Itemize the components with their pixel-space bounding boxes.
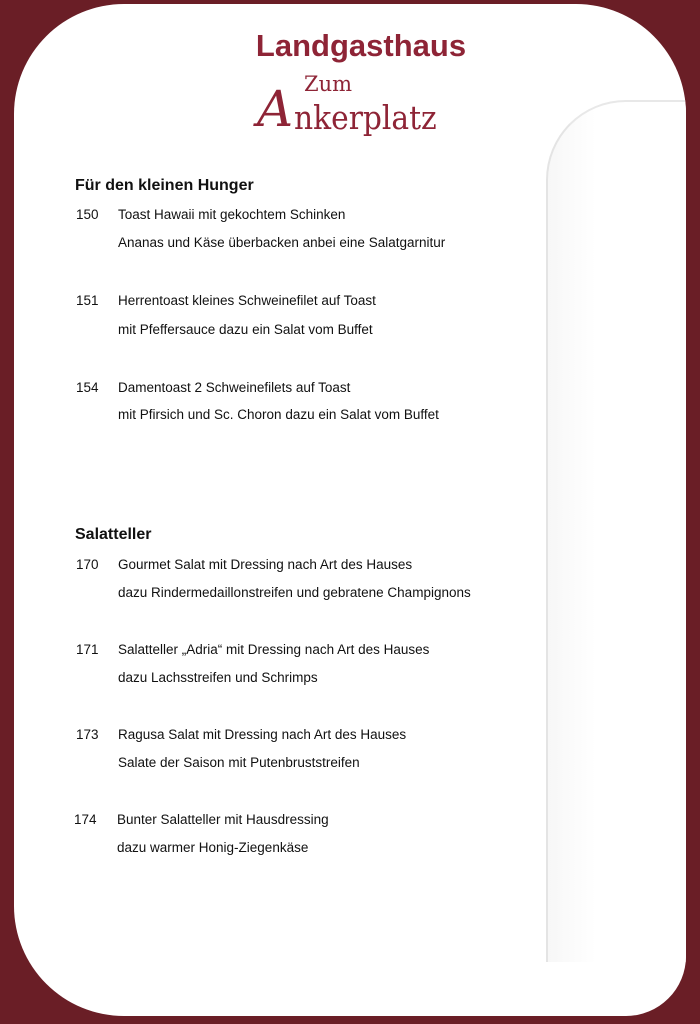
item-number: 174 — [74, 812, 97, 827]
item-description-2: mit Pfirsich und Sc. Choron dazu ein Salat vom Buffet — [118, 407, 439, 422]
item-description: Damentoast 2 Schweinefilets auf Toast — [118, 380, 351, 395]
item-description-2: dazu Lachsstreifen und Schrimps — [118, 670, 318, 685]
item-description: Gourmet Salat mit Dressing nach Art des Hauses — [118, 557, 413, 572]
item-description: Herrentoast kleines Schweinefilet auf Toast — [118, 293, 376, 308]
item-number: 154 — [76, 380, 99, 395]
item-description-2: Ananas und Käse überbacken anbei eine Salatgarnitur — [118, 235, 446, 250]
logo-landgasthaus: Landgasthaus — [255, 28, 467, 63]
item-description-2: dazu warmer Honig-Ziegenkäse — [117, 840, 309, 855]
folded-page-edge — [546, 100, 686, 962]
section-title-kleiner-hunger: Für den kleinen Hunger — [75, 177, 254, 194]
item-description: Bunter Salatteller mit Hausdressing — [117, 812, 329, 827]
logo-initial-a: A — [257, 80, 294, 138]
item-number: 151 — [76, 293, 99, 308]
item-number: 171 — [76, 642, 99, 657]
item-description: Toast Hawaii mit gekochtem Schinken — [118, 207, 346, 222]
logo-ankerplatz: nkerplatz — [294, 98, 437, 137]
menu-page — [14, 4, 686, 1016]
item-description: Ragusa Salat mit Dressing nach Art des Hauses — [118, 727, 407, 742]
item-number: 170 — [76, 557, 99, 572]
item-description-2: dazu Rindermedaillonstreifen und gebratene Champignons — [118, 585, 471, 600]
logo-zum: Zum — [304, 72, 353, 96]
item-description-2: Salate der Saison mit Putenbruststreifen — [118, 755, 360, 770]
item-description: Salatteller „Adria“ mit Dressing nach Art des Hauses — [118, 642, 430, 657]
item-number: 173 — [76, 727, 99, 742]
section-title-salatteller: Salatteller — [75, 526, 152, 543]
item-description-2: mit Pfeffersauce dazu ein Salat vom Buffet — [118, 322, 373, 337]
item-number: 150 — [76, 207, 99, 222]
